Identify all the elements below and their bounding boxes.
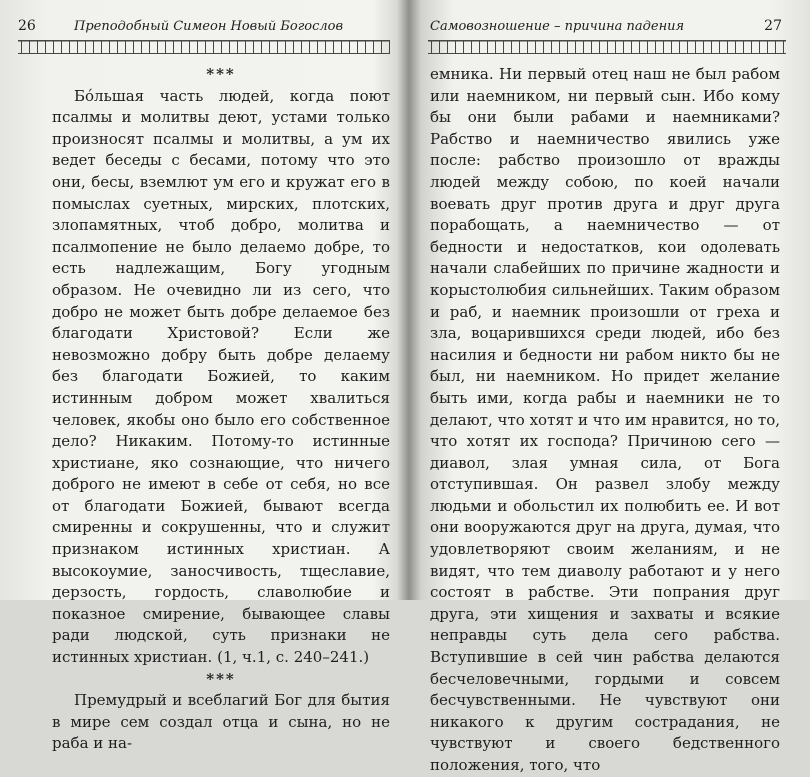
paragraph: Бóльшая часть людей, когда поют псалмы и молитвы деют, устами только произносят псалмы и молитвы, а ум их ведет беседы с бесами, потому что это они, бесы, вземлют ум его и кружат его в помыслах суетных, мирских, плотских, злопамятных, чтоб добро, молитва и псалмопение не было делаемо добре, то есть надлежащим, Богу угодным образом. Не очевидно ли из сего, что добро не может быть добре делаемое без благодати Христовой? Если же невозможно добру быть добре делаему без благодати Божией, то каким истинным добром может хвалиться человек, якобы оно было его собственное дело? Никаким. Потому-то истинные христиане, яко сознающие, что ничего доброго не имеют в себе от себя, но все от благодати Божией, бывают всегда смиренны и сокрушенны, что и служит признаком истинных христиан. А высокоумие, заносчивость, тщеславие, дерзость, гордость, славолюбие и показное смирение, бывающее славы ради людской, суть признаки не истинных христиан. (1, ч.1, с. 240–241.) [52, 86, 390, 667]
body-text [430, 64, 780, 777]
section-separator: *** [206, 65, 236, 83]
page-number: 26 [18, 18, 36, 34]
page-header [0, 18, 400, 38]
paragraph: Премудрый и всеблагий Бог для бытия в мире сем создал отца и сына, но не раба и на- [52, 691, 390, 753]
decorative-border-ornament [428, 40, 786, 54]
body-text [52, 64, 390, 755]
running-title: Преподобный Симеон Новый Богослов [74, 19, 344, 34]
page-number: 27 [764, 18, 782, 34]
left-page [0, 0, 400, 753]
running-title: Самовозношение – причина падения [430, 19, 685, 34]
paragraph: емника. Ни первый отец наш не был рабом или наемником, ни первый сын. Ибо кому бы они были рабами и наемниками? Рабство и наемничество явились уже после: рабство произошло от вражды людей между собою, по коей начали воевать друг против друга и друг друга порабощать, а наемничество — от бедности и недостатков, кои одолевать начали слабейших по причине жадности и корыстолюбия сильнейших. Таким образом и раб, и наемник произошли от греха и зла, воцарившихся среди людей, ибо без насилия и бедности ни рабом никто бы не был, ни наемником. Но придет желание быть ими, когда рабы и наемники не то делают, что хотят и что им нравится, но то, что хотят их господа? Причиною сего — диавол, злая умная сила, от Бога отступившая. Он развел злобу между людьми и обольстил их полюбить ее. И вот они вооружаются друг на друга, думая, что удовлетворяют своим желаниям, и не видят, что тем диаволу работают и у него состоят в рабстве. Эти попрания друг друга, эти хищения и захваты и всякие неправды суть дела сего рабства. Вступившие в сей чин рабства делаются бесчеловечными, гордыми и совсем бесчувственными. Не чувствуют они никакого к другим сострадания, не чувствуют и своего бедственного положения, того, что [430, 65, 780, 774]
section-separator: *** [206, 669, 236, 688]
right-page [404, 0, 810, 774]
page-header [404, 18, 810, 38]
decorative-border-ornament [18, 40, 390, 54]
